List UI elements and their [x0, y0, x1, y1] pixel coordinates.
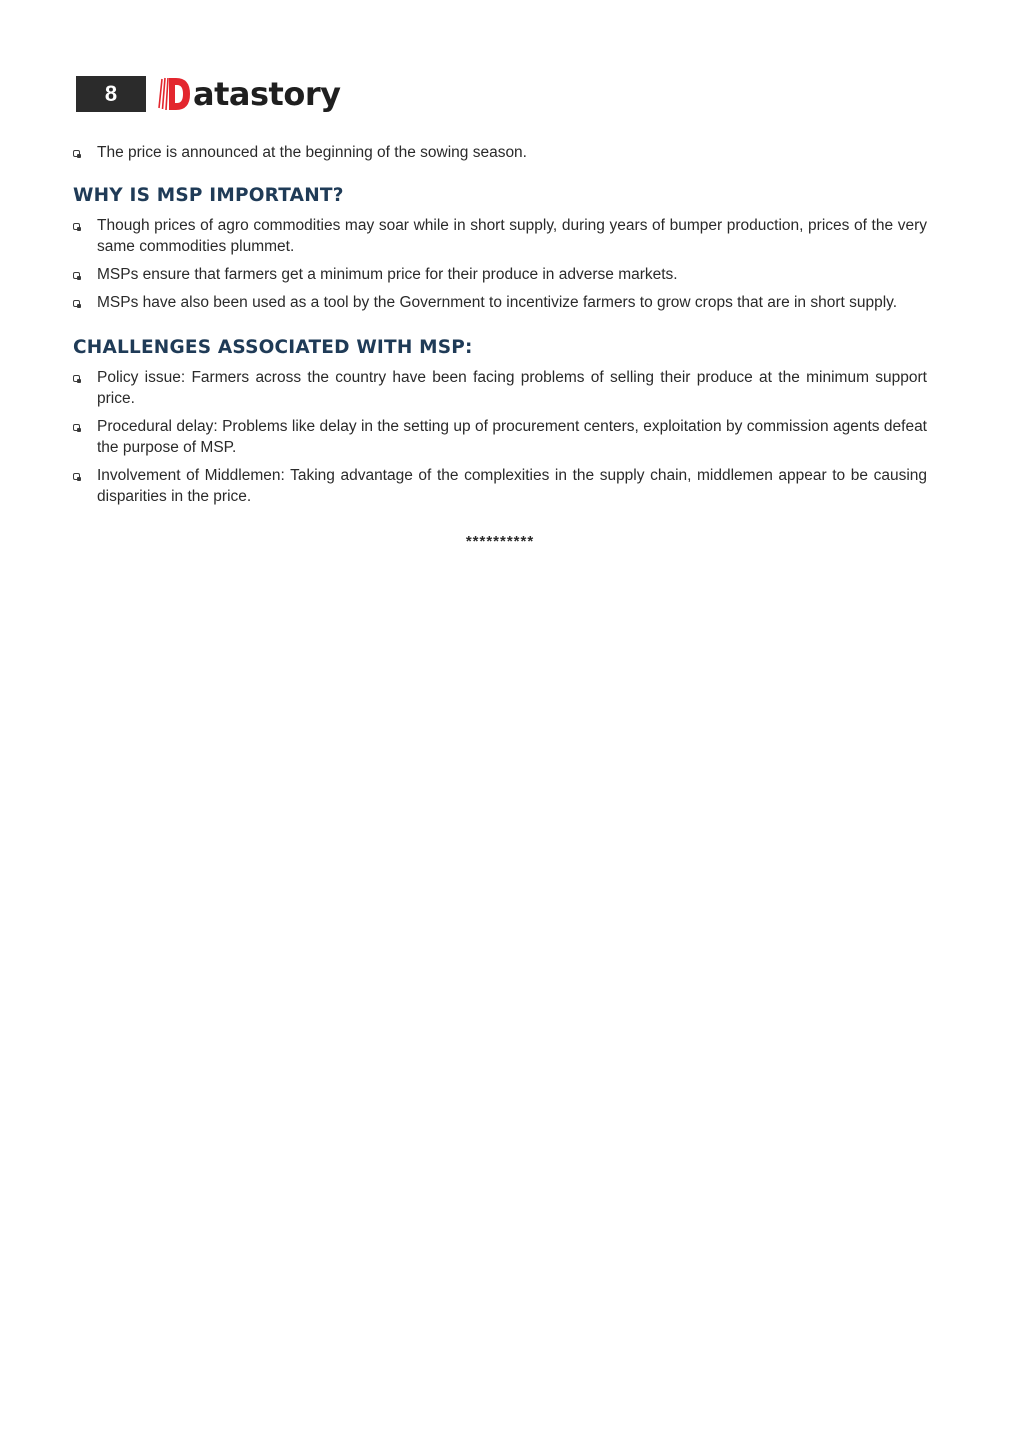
- end-of-article-mark: **********: [465, 533, 535, 550]
- bullet-icon: [73, 300, 80, 307]
- section-challenges-msp: [73, 337, 927, 507]
- list-item: [73, 367, 927, 409]
- brand-logo: [156, 72, 340, 116]
- page-number: 8: [76, 76, 146, 112]
- bullet-icon: [73, 473, 80, 480]
- list-item: [73, 142, 927, 163]
- bullet-icon: [73, 375, 80, 382]
- article-body: [73, 142, 927, 550]
- intro-bullet-list: [73, 142, 927, 163]
- list-item: [73, 264, 927, 285]
- brand-wordmark: atastory: [193, 75, 341, 113]
- bullet-text: MSPs ensure that farmers get a minimum price for their produce in adverse markets.: [97, 266, 678, 283]
- page-header: [76, 72, 340, 116]
- list-item: [73, 465, 927, 507]
- bullet-text: The price is announced at the beginning of the sowing season.: [97, 144, 527, 161]
- bullet-icon: [73, 223, 80, 230]
- bullet-text: Though prices of agro commodities may soar while in short supply, during years of bumper production, prices of the very same commodities plummet.: [97, 217, 927, 255]
- section-why-msp-important: [73, 185, 927, 313]
- bullet-text: Policy issue: Farmers across the country have been facing problems of selling their produce at the minimum support price.: [97, 369, 927, 407]
- section-heading: CHALLENGES ASSOCIATED WITH MSP:: [73, 337, 473, 358]
- book-d-logo-icon: [156, 74, 192, 114]
- bullet-list: [73, 215, 927, 313]
- section-heading: WHY IS MSP IMPORTANT?: [73, 185, 344, 206]
- list-item: [73, 292, 927, 313]
- list-item: [73, 215, 927, 257]
- bullet-text: Involvement of Middlemen: Taking advantage of the complexities in the supply chain, middlemen appear to be causing disparities in the price.: [97, 467, 927, 505]
- bullet-text: Procedural delay: Problems like delay in the setting up of procurement centers, exploitation by commission agents defeat the purpose of MSP.: [97, 418, 927, 456]
- bullet-list: [73, 367, 927, 507]
- list-item: [73, 416, 927, 458]
- bullet-icon: [73, 272, 80, 279]
- bullet-text: MSPs have also been used as a tool by the Government to incentivize farmers to grow crops that are in short supply.: [97, 294, 898, 311]
- bullet-icon: [73, 424, 80, 431]
- bullet-icon: [73, 150, 80, 157]
